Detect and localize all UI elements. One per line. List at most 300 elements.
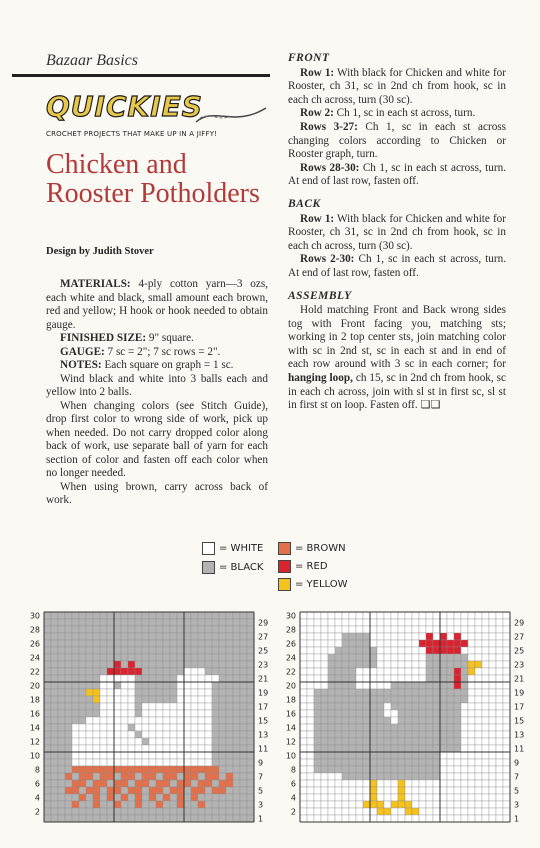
- grid-cell: [342, 689, 349, 696]
- grid-cell: [100, 682, 107, 689]
- grid-cell: [433, 745, 440, 752]
- grid-cell: [86, 675, 93, 682]
- grid-cell: [100, 787, 107, 794]
- grid-cell: [314, 794, 321, 801]
- grid-cell: [93, 647, 100, 654]
- grid-cell: [128, 752, 135, 759]
- grid-cell: [226, 703, 233, 710]
- grid-cell: [233, 675, 240, 682]
- grid-cell: [205, 787, 212, 794]
- grid-cell: [135, 759, 142, 766]
- grid-cell: [314, 612, 321, 619]
- grid-cell: [86, 801, 93, 808]
- grid-cell: [233, 703, 240, 710]
- grid-cell: [307, 773, 314, 780]
- grid-cell: [496, 773, 503, 780]
- grid-cell: [44, 780, 51, 787]
- grid-cell: [226, 773, 233, 780]
- grid-cell: [321, 738, 328, 745]
- grid-cell: [156, 696, 163, 703]
- grid-cell: [384, 689, 391, 696]
- grid-cell: [356, 633, 363, 640]
- grid-cell: [398, 689, 405, 696]
- grid-cell: [426, 724, 433, 731]
- grid-cell: [503, 675, 510, 682]
- grid-cell: [384, 654, 391, 661]
- grid-cell: [156, 633, 163, 640]
- grid-cell: [377, 696, 384, 703]
- grid-cell: [163, 759, 170, 766]
- grid-cell: [426, 801, 433, 808]
- grid-cell: [440, 633, 447, 640]
- grid-cell: [370, 633, 377, 640]
- grid-cell: [107, 661, 114, 668]
- grid-cell: [503, 738, 510, 745]
- grid-cell: [440, 773, 447, 780]
- grid-cell: [370, 717, 377, 724]
- grid-cell: [191, 640, 198, 647]
- grid-cell: [163, 647, 170, 654]
- grid-cell: [135, 780, 142, 787]
- grid-cell: [247, 703, 254, 710]
- grid-cell: [314, 696, 321, 703]
- grid-cell: [468, 731, 475, 738]
- assembly-heading: ASSEMBLY: [288, 289, 352, 302]
- grid-cell: [503, 689, 510, 696]
- grid-cell: [184, 661, 191, 668]
- grid-cell: [58, 633, 65, 640]
- grid-cell: [219, 738, 226, 745]
- grid-cell: [247, 640, 254, 647]
- grid-cell: [233, 801, 240, 808]
- grid-cell: [65, 696, 72, 703]
- grid-cell: [489, 801, 496, 808]
- logo-tagline: CROCHET PROJECTS THAT MAKE UP IN A JIFFY!: [46, 130, 218, 138]
- grid-cell: [307, 619, 314, 626]
- grid-cell: [177, 703, 184, 710]
- grid-cell: [219, 689, 226, 696]
- grid-cell: [205, 745, 212, 752]
- grid-cell: [72, 808, 79, 815]
- grid-cell: [226, 710, 233, 717]
- grid-cell: [356, 787, 363, 794]
- grid-cell: [433, 661, 440, 668]
- grid-cell: [356, 724, 363, 731]
- grid-cell: [503, 619, 510, 626]
- grid-cell: [205, 682, 212, 689]
- grid-cell: [205, 724, 212, 731]
- grid-cell: [44, 745, 51, 752]
- grid-cell: [370, 787, 377, 794]
- grid-cell: [482, 647, 489, 654]
- grid-cell: [72, 689, 79, 696]
- grid-cell: [170, 724, 177, 731]
- grid-cell: [191, 766, 198, 773]
- grid-cell: [212, 640, 219, 647]
- grid-cell: [219, 654, 226, 661]
- grid-cell: [447, 710, 454, 717]
- grid-cell: [72, 738, 79, 745]
- row-number-left: 22: [285, 667, 296, 677]
- grid-cell: [163, 780, 170, 787]
- grid-cell: [135, 745, 142, 752]
- grid-cell: [142, 703, 149, 710]
- grid-cell: [219, 703, 226, 710]
- grid-cell: [142, 710, 149, 717]
- grid-cell: [342, 752, 349, 759]
- row-text: With black for Chicken and white for Rooster, ch 31, sc in 2nd ch from hook, sc in each ch across, turn (30 sc).: [288, 66, 506, 106]
- grid-cell: [72, 647, 79, 654]
- grid-cell: [219, 780, 226, 787]
- grid-cell: [114, 710, 121, 717]
- grid-cell: [398, 801, 405, 808]
- grid-cell: [370, 731, 377, 738]
- grid-cell: [107, 815, 114, 822]
- grid-cell: [426, 717, 433, 724]
- grid-cell: [461, 808, 468, 815]
- grid-cell: [503, 696, 510, 703]
- grid-cell: [86, 759, 93, 766]
- grid-cell: [314, 780, 321, 787]
- grid-cell: [384, 808, 391, 815]
- grid-cell: [107, 738, 114, 745]
- grid-cell: [405, 794, 412, 801]
- grid-cell: [135, 724, 142, 731]
- grid-cell: [405, 808, 412, 815]
- grid-cell: [247, 724, 254, 731]
- grid-cell: [205, 703, 212, 710]
- grid-cell: [342, 787, 349, 794]
- row-number-left: 10: [29, 751, 40, 761]
- row-number-left: 16: [29, 709, 40, 719]
- grid-cell: [212, 668, 219, 675]
- grid-cell: [142, 780, 149, 787]
- grid-cell: [461, 619, 468, 626]
- grid-cell: [412, 654, 419, 661]
- grid-cell: [503, 668, 510, 675]
- row-number-right: 25: [514, 646, 525, 656]
- grid-cell: [142, 752, 149, 759]
- quickies-logo: [44, 90, 268, 146]
- grid-cell: [86, 619, 93, 626]
- grid-cell: [149, 675, 156, 682]
- grid-cell: [163, 640, 170, 647]
- grid-cell: [163, 626, 170, 633]
- grid-cell: [370, 759, 377, 766]
- grid-cell: [405, 626, 412, 633]
- grid-cell: [93, 766, 100, 773]
- grid-cell: [489, 745, 496, 752]
- grid-cell: [461, 801, 468, 808]
- grid-cell: [468, 675, 475, 682]
- grid-cell: [86, 752, 93, 759]
- grid-cell: [240, 738, 247, 745]
- grid-cell: [198, 654, 205, 661]
- grid-cell: [44, 738, 51, 745]
- grid-cell: [233, 647, 240, 654]
- grid-cell: [65, 682, 72, 689]
- grid-cell: [184, 787, 191, 794]
- grid-cell: [86, 717, 93, 724]
- grid-cell: [384, 640, 391, 647]
- grid-cell: [128, 696, 135, 703]
- grid-cell: [51, 745, 58, 752]
- grid-cell: [363, 689, 370, 696]
- grid-cell: [114, 773, 121, 780]
- grid-cell: [142, 801, 149, 808]
- grid-cell: [377, 619, 384, 626]
- grid-cell: [86, 633, 93, 640]
- grid-cell: [377, 626, 384, 633]
- grid-cell: [198, 619, 205, 626]
- grid-cell: [307, 759, 314, 766]
- grid-cell: [58, 689, 65, 696]
- grid-cell: [433, 647, 440, 654]
- grid-cell: [128, 668, 135, 675]
- grid-cell: [142, 759, 149, 766]
- grid-cell: [226, 689, 233, 696]
- grid-cell: [419, 752, 426, 759]
- grid-cell: [342, 738, 349, 745]
- grid-cell: [156, 766, 163, 773]
- grid-cell: [212, 626, 219, 633]
- grid-cell: [135, 815, 142, 822]
- grid-cell: [349, 766, 356, 773]
- grid-cell: [128, 640, 135, 647]
- grid-cell: [191, 745, 198, 752]
- grid-cell: [482, 619, 489, 626]
- gauge-text: 7 sc = 2"; 7 sc rows = 2".: [107, 345, 221, 358]
- grid-cell: [121, 780, 128, 787]
- grid-cell: [300, 738, 307, 745]
- grid-cell: [184, 801, 191, 808]
- grid-cell: [93, 752, 100, 759]
- grid-cell: [191, 612, 198, 619]
- grid-cell: [107, 682, 114, 689]
- grid-cell: [489, 710, 496, 717]
- grid-cell: [440, 717, 447, 724]
- grid-cell: [454, 745, 461, 752]
- grid-cell: [233, 759, 240, 766]
- grid-cell: [377, 780, 384, 787]
- grid-cell: [419, 619, 426, 626]
- grid-cell: [121, 794, 128, 801]
- grid-cell: [163, 731, 170, 738]
- grid-cell: [489, 787, 496, 794]
- grid-cell: [58, 612, 65, 619]
- grid-cell: [314, 626, 321, 633]
- grid-cell: [433, 738, 440, 745]
- grid-cell: [454, 773, 461, 780]
- grid-cell: [149, 689, 156, 696]
- grid-cell: [233, 682, 240, 689]
- grid-cell: [307, 794, 314, 801]
- grid-cell: [163, 689, 170, 696]
- grid-cell: [212, 696, 219, 703]
- grid-cell: [363, 794, 370, 801]
- grid-cell: [447, 633, 454, 640]
- grid-cell: [212, 801, 219, 808]
- grid-cell: [391, 752, 398, 759]
- grid-cell: [184, 780, 191, 787]
- grid-cell: [128, 682, 135, 689]
- grid-cell: [100, 619, 107, 626]
- grid-cell: [489, 717, 496, 724]
- grid-cell: [93, 731, 100, 738]
- grid-cell: [412, 738, 419, 745]
- grid-cell: [121, 696, 128, 703]
- grid-cell: [142, 661, 149, 668]
- grid-cell: [226, 619, 233, 626]
- grid-cell: [58, 696, 65, 703]
- grid-cell: [65, 801, 72, 808]
- grid-cell: [86, 808, 93, 815]
- grid-cell: [72, 787, 79, 794]
- row-number-left: 28: [285, 625, 296, 635]
- grid-cell: [205, 717, 212, 724]
- grid-cell: [405, 745, 412, 752]
- grid-cell: [321, 752, 328, 759]
- grid-cell: [72, 640, 79, 647]
- grid-cell: [205, 808, 212, 815]
- grid-cell: [247, 647, 254, 654]
- grid-cell: [114, 654, 121, 661]
- grid-cell: [170, 780, 177, 787]
- grid-cell: [135, 808, 142, 815]
- grid-cell: [72, 633, 79, 640]
- grid-cell: [405, 731, 412, 738]
- grid-cell: [454, 661, 461, 668]
- grid-cell: [128, 689, 135, 696]
- grid-cell: [398, 752, 405, 759]
- grid-cell: [86, 766, 93, 773]
- row-number-right: 21: [258, 674, 269, 684]
- grid-cell: [384, 794, 391, 801]
- grid-cell: [198, 738, 205, 745]
- grid-cell: [100, 766, 107, 773]
- grid-cell: [384, 738, 391, 745]
- grid-cell: [219, 815, 226, 822]
- grid-cell: [307, 661, 314, 668]
- grid-cell: [79, 682, 86, 689]
- grid-cell: [412, 682, 419, 689]
- grid-cell: [426, 815, 433, 822]
- grid-cell: [240, 766, 247, 773]
- grid-cell: [335, 717, 342, 724]
- grid-cell: [426, 731, 433, 738]
- grid-cell: [212, 780, 219, 787]
- grid-cell: [128, 794, 135, 801]
- grid-cell: [328, 703, 335, 710]
- grid-cell: [100, 745, 107, 752]
- row-label: Row 2:: [300, 107, 334, 120]
- grid-cell: [93, 738, 100, 745]
- grid-cell: [433, 668, 440, 675]
- grid-cell: [240, 661, 247, 668]
- grid-cell: [377, 647, 384, 654]
- grid-cell: [335, 682, 342, 689]
- grid-cell: [314, 640, 321, 647]
- grid-cell: [100, 647, 107, 654]
- grid-cell: [398, 787, 405, 794]
- grid-cell: [496, 766, 503, 773]
- grid-cell: [391, 766, 398, 773]
- grid-cell: [447, 682, 454, 689]
- grid-cell: [307, 724, 314, 731]
- grid-cell: [191, 710, 198, 717]
- grid-cell: [482, 815, 489, 822]
- grid-cell: [72, 759, 79, 766]
- grid-cell: [349, 752, 356, 759]
- grid-cell: [440, 766, 447, 773]
- grid-cell: [468, 787, 475, 794]
- grid-cell: [468, 794, 475, 801]
- grid-cell: [93, 689, 100, 696]
- grid-cell: [328, 766, 335, 773]
- grid-cell: [349, 808, 356, 815]
- grid-cell: [461, 689, 468, 696]
- grid-cell: [482, 766, 489, 773]
- grid-cell: [370, 675, 377, 682]
- grid-cell: [328, 668, 335, 675]
- grid-cell: [121, 633, 128, 640]
- grid-cell: [440, 745, 447, 752]
- grid-cell: [398, 710, 405, 717]
- grid-cell: [426, 626, 433, 633]
- grid-cell: [412, 626, 419, 633]
- grid-cell: [149, 654, 156, 661]
- grid-cell: [468, 808, 475, 815]
- grid-cell: [300, 675, 307, 682]
- grid-cell: [240, 780, 247, 787]
- grid-cell: [219, 745, 226, 752]
- grid-cell: [335, 815, 342, 822]
- grid-cell: [240, 612, 247, 619]
- grid-cell: [51, 647, 58, 654]
- grid-cell: [107, 696, 114, 703]
- grid-cell: [93, 710, 100, 717]
- grid-cell: [300, 766, 307, 773]
- grid-cell: [440, 801, 447, 808]
- grid-cell: [405, 738, 412, 745]
- grid-cell: [342, 696, 349, 703]
- grid-cell: [300, 682, 307, 689]
- grid-cell: [65, 724, 72, 731]
- grid-cell: [65, 815, 72, 822]
- grid-cell: [356, 689, 363, 696]
- grid-cell: [114, 647, 121, 654]
- grid-cell: [184, 612, 191, 619]
- grid-cell: [384, 668, 391, 675]
- grid-cell: [240, 689, 247, 696]
- grid-cell: [440, 738, 447, 745]
- grid-cell: [468, 773, 475, 780]
- grid-cell: [454, 815, 461, 822]
- grid-cell: [440, 731, 447, 738]
- grid-cell: [433, 759, 440, 766]
- grid-cell: [447, 703, 454, 710]
- grid-cell: [300, 759, 307, 766]
- grid-cell: [177, 724, 184, 731]
- grid-cell: [170, 710, 177, 717]
- grid-cell: [247, 773, 254, 780]
- rooster-grid-svg: [272, 604, 540, 828]
- grid-cell: [44, 703, 51, 710]
- grid-cell: [44, 766, 51, 773]
- grid-cell: [121, 801, 128, 808]
- grid-cell: [240, 787, 247, 794]
- grid-cell: [86, 661, 93, 668]
